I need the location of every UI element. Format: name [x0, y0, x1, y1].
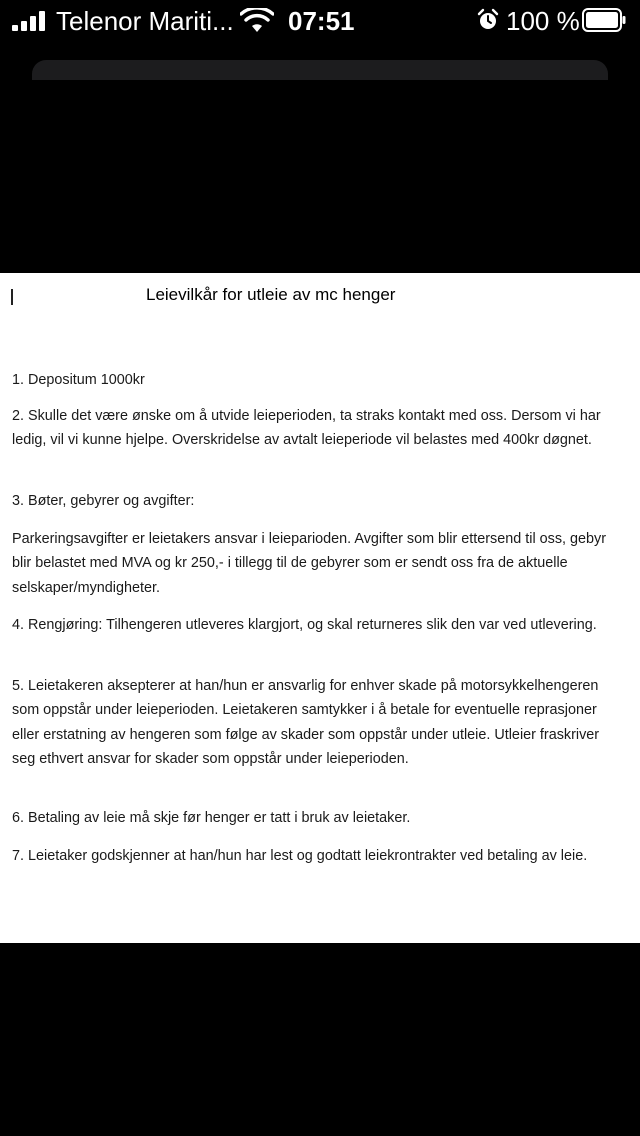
paragraph-5: 5. Leietakeren aksepterer at han/hun er ansvarlig for enhver skade på motorsykkelhengeren som oppstår under leieperioden. Leietakeren samtykker i å betale for eventuelle reprasjoner eller erstatning av hengeren som følge av skader som oppstår under utleie. Utleier fraskriver seg ethvert ansvar for skader som oppstår under leieperioden.	[12, 678, 600, 767]
battery-icon	[582, 8, 626, 32]
paragraph-1: 1. Depositum 1000kr	[12, 372, 145, 388]
paragraph-4: 4. Rengjøring: Tilhengeren utleveres klargjort, og skal returneres slik den var ved utlevering.	[12, 617, 597, 633]
paragraph-7: 7. Leietaker godskjenner at han/hun har lest og godtatt leiekrontrakter ved betaling av leie.	[12, 848, 588, 864]
paragraph-3-detail: Parkeringsavgifter er leietakers ansvar i leieparioden. Avgifter som blir ettersend til oss, gebyr blir belastet med MVA og kr 250,- i tillegg til de gebyrer som er sendt oss fra de aktuelle selskaper/myndigheter.	[12, 531, 607, 596]
paragraph-6: 6. Betaling av leie må skje før henger er tatt i bruk av leietaker.	[12, 810, 411, 826]
carrier-name: Telenor Mariti...	[56, 6, 234, 36]
paragraph-2: 2. Skulle det være ønske om å utvide leieperioden, ta straks kontakt med oss. Dersom vi har ledig, vil vi kunne hjelpe. Overskridelse av avtalt leieperiode vil belastes med 400kr døgnet.	[12, 408, 601, 449]
clock: 07:51	[288, 6, 355, 36]
signal-icon	[12, 11, 48, 31]
status-bar	[0, 0, 640, 40]
document-title: Leievilkår for utleie av mc henger	[146, 285, 396, 304]
wifi-icon	[240, 8, 274, 34]
text-cursor	[11, 289, 13, 305]
sheet-background	[0, 80, 640, 120]
alarm-icon	[476, 8, 500, 32]
paragraph-3: 3. Bøter, gebyrer og avgifter:	[12, 493, 195, 509]
battery-percentage: 100 %	[506, 6, 580, 36]
